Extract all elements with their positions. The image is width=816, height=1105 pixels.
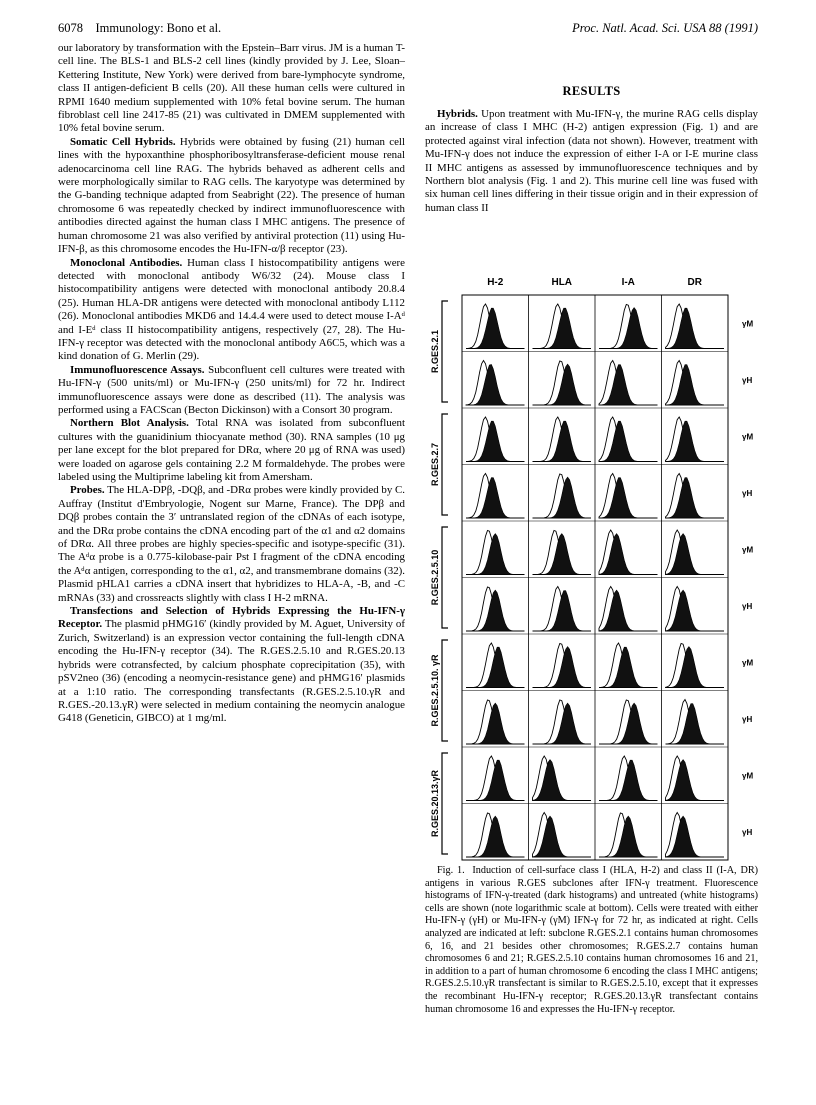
page-header: [58, 21, 758, 39]
treated-histogram: [533, 421, 592, 461]
treated-histogram: [466, 534, 525, 575]
left-column: [58, 42, 405, 726]
treatment-label: γM: [742, 545, 754, 555]
page-number: 6078: [58, 21, 83, 35]
group-label: R.GES.2.1: [430, 329, 440, 374]
heading-northern-blot: Northern Blot Analysis.: [70, 417, 189, 430]
heading-immunofluorescence: Immunofluorescence Assays.: [70, 363, 205, 376]
group-label: R.GES.2.5.10: [430, 549, 440, 606]
text-probes: The HLA-DPβ, -DQβ, and -DRα probes were kindly provided by C. Auffray (Institut d'Embryologie, Nogent sur Marne, France). The DPβ and DQβ probes contain the 3′ untranslated region of the cDNAs of each isotype, and the DRα probe contains the cDNA encoding part of the α1 and α2 domains of DRα. All three probes are highly species-specific and isotype-specific (31). The Aᵈα probe is a 0.775-kilobase-pair Pst I fragment of the cDNA encoding the Aᵈα antigen, corresponding to the α1, α2, and transmembrane domains (32). Plasmid pHLA1 carries a cDNA insert that hybridizes to HLA-A, -B, and -C mRNAs (33) and crossreacts slightly with class I H-2 mRNA.: [58, 484, 406, 604]
right-column: [425, 108, 758, 215]
text-monoclonal-antibodies: Human class I histocompatibility antigens were detected with monoclonal antibody W6/32 (24). Mouse class I histocompatibility antigens were detected with monoclonal antibody 20.8.4 (25). Human HLA-DR antigens were detected with monoclonal antibody L112 (26). Monoclonal antibodies MKD6 and 14.4.4 were used to detect mouse I-Aᵈ and I-Eᵈ class II histocompatibility antigens, respectively (27, 28). The Hu-IFN-γ receptor was detected with the monoclonal antibody A6C5, which was a kind donation of G. Merlin (29).: [58, 256, 405, 363]
group-label: R.GES.20.13.γR: [430, 769, 440, 838]
journal-citation: Proc. Natl. Acad. Sci. USA 88 (1991): [572, 21, 758, 35]
caption-paragraph: [425, 865, 758, 1016]
figure-1: [428, 271, 758, 861]
treated-histogram: [466, 816, 525, 857]
treated-histogram: [466, 760, 525, 800]
treated-histogram: [666, 704, 725, 744]
paragraph-northern-blot: [58, 417, 405, 484]
column-header: I-A: [621, 277, 635, 288]
column-header: DR: [687, 277, 702, 288]
heading-probes: Probes.: [70, 484, 105, 497]
group-label: R.GES.2.5.10. γR: [430, 654, 440, 727]
treated-histogram: [466, 647, 525, 687]
heading-somatic-cell-hybrids: Somatic Cell Hybrids.: [70, 135, 176, 148]
group-bracket: [442, 527, 448, 628]
treatment-label: γM: [742, 432, 754, 442]
treated-histogram: [533, 591, 592, 631]
group-label: R.GES.2.7: [430, 442, 440, 487]
heading-monoclonal-antibodies: Monoclonal Antibodies.: [70, 256, 183, 269]
text-northern-blot: Total RNA was isolated from subconfluent cultures with the guanidinium thiocyanate method (30). RNA samples (10 μg per lane except for the blot prepared for DRα, where 20 μg of RNA was used) were loaded on agarose gels containing 2.2 M formaldehyde. The probes were labeled using the Multiprime labeling kit from Amersham.: [58, 417, 406, 483]
paragraph-probes: [58, 484, 405, 605]
treated-histogram: [466, 590, 525, 631]
treated-histogram: [599, 816, 658, 857]
text-hybrids: Upon treatment with Mu-IFN-γ, the murine RAG cells display an increase of class I MHC (H-2) antigen expression (Fig. 1) and are protected against viral infection (data not shown). However, treatment with Mu-IFN-γ does not induce the expression of either I-A or I-E murine class II MHC antigens as assessed by immunofluorescence techniques and by Northern blot analysis (Fig. 1 and 2). This murine cell line was fused with six human cell lines differing in their tissue origin and in their expression of human class II: [425, 108, 758, 214]
running-title: Immunology: Bono et al.: [95, 21, 222, 35]
treatment-label: γH: [742, 601, 753, 611]
treatment-label: γM: [742, 658, 754, 668]
group-bracket: [442, 753, 448, 854]
paragraph-somatic-cell-hybrids: [58, 136, 405, 257]
results-heading: RESULTS: [562, 84, 621, 98]
group-bracket: [442, 301, 448, 402]
column-header: HLA: [551, 277, 573, 288]
column-header: H-2: [487, 277, 504, 288]
treatment-label: γH: [742, 375, 753, 385]
paragraph-monoclonal-antibodies: [58, 257, 405, 364]
figure-caption: [425, 865, 758, 1016]
header-left: [58, 21, 221, 36]
treated-histogram: [599, 760, 658, 800]
treated-histogram: [466, 308, 525, 348]
treated-histogram: [599, 647, 658, 687]
treated-histogram: [466, 703, 525, 744]
paragraph-hybrids: [425, 108, 758, 215]
paragraph-transfections: [58, 605, 405, 726]
treatment-label: γH: [742, 827, 753, 837]
heading-transfections: Transfections and Selection of Hybrids Expressing the Hu-IFN-γ Receptor.: [58, 605, 405, 631]
group-bracket: [442, 414, 448, 515]
heading-hybrids: Hybrids.: [437, 108, 478, 120]
histogram-grid: [428, 271, 758, 861]
paragraph-immunofluorescence: [58, 364, 405, 418]
text-transfections: The plasmid pHMG16′ (kindly provided by M. Aguet, University of Zurich, Switzerland) is an expression vector containing the full-length cDNA encoding the Hu-IFN-γ receptor (34). The R.GES.2.5.10 and R.GES.20.13 hybrids were cotransfected, by calcium phosphate coprecipitation (35), with pSV2neo (36) (encoding a neomycin-resistance gene) and pHMG16′ plasmids at a 1:10 ratio. The corresponding transfectants (R.GES.2.5.10.γR and R.GES.-20.13.γR) were selected in medium containing the neomycin analogue G418 (Geneticin, GIBCO) at 1 mg/ml.: [58, 618, 405, 725]
treated-histogram: [533, 308, 592, 348]
treated-histogram: [533, 534, 592, 575]
treatment-label: γH: [742, 714, 753, 724]
caption-text: Induction of cell-surface class I (HLA, H-2) and class II (I-A, DR) antigens in various R.GES subclones after IFN-γ treatment. Fluorescence histograms of IFN-γ-treated (dark histograms) and untreated (white histograms) cells are shown (note logarithmic scale at bottom). Cells were treated with either Hu-IFN-γ (γH) or Mu-IFN-γ (γM) IFN-γ for 72 hr, as indicated at right. Cells analyzed are indicated at left: subclone R.GES.2.1 contains human chromosomes 6, 16, and 21 besides other chromosomes; R.GES.2.7 contains human chromosomes 6 and 21; R.GES.2.5.10 contains human chromosomes 16 and 21, in addition to a part of human chromosome 6 encoding the class I MHC antigens; R.GES.2.5.10.γR transfectant is similar to R.GES.2.5.10, except that it expresses the recombinant Hu-IFN-γ receptor; R.GES.20.13.γR transfectant contains human chromosome 16 and expresses the Hu-IFN-γ receptor.: [425, 865, 759, 1015]
treatment-label: γM: [742, 319, 754, 329]
text-somatic-cell-hybrids: Hybrids were obtained by fusing (21) human cell lines with the hypoxanthine phosphoribosyltransferase-deficient mouse renal adenocarcinoma cell line RAG. The hybrids behaved as adherent cells and were morphologically similar to RAG cells. The karyotype was determined by the G-banding technique adapted from Seabright (22). The presence of human chromosome 6 was repeatedly checked by indirect immunofluorescence with antibodies directed against the human class I MHC antigens. The presence of human chromosome 21 was also verified by antiviral protection (11) using Hu-IFN-β, as this chromosome encodes the Hu-IFN-α/β receptor (23).: [58, 135, 405, 256]
paragraph-cell-lines: our laboratory by transformation with the Epstein–Barr virus. JM is a human T-cell line. The BLS-1 and BLS-2 cell lines (kindly provided by J. Lee, Sloan–Kettering Institute, New York) were derived from bare-lymphocyte syndrome, class II antigen-deficient B cells (20). All these human cells were cultured in RPMI 1640 medium supplemented with 10% fetal bovine serum. The human fibroblast cell line 2417-85 (21) was cultivated in DMEM supplemented with 10% fetal bovine serum.: [58, 42, 405, 135]
treated-histogram: [466, 478, 525, 518]
caption-label: Fig. 1.: [437, 865, 465, 876]
treated-histogram: [466, 421, 525, 461]
group-bracket: [442, 640, 448, 741]
treatment-label: γM: [742, 771, 754, 781]
treatment-label: γH: [742, 488, 753, 498]
text-immunofluorescence: Subconfluent cell cultures were treated with Hu-IFN-γ (500 units/ml) or Mu-IFN-γ (250 units/ml) for 72 hr. Indirect immunofluorescence assays were done as described (11). The analysis was performed using a FACScan (Becton Dickinson) with a Consort 30 program.: [58, 363, 405, 416]
